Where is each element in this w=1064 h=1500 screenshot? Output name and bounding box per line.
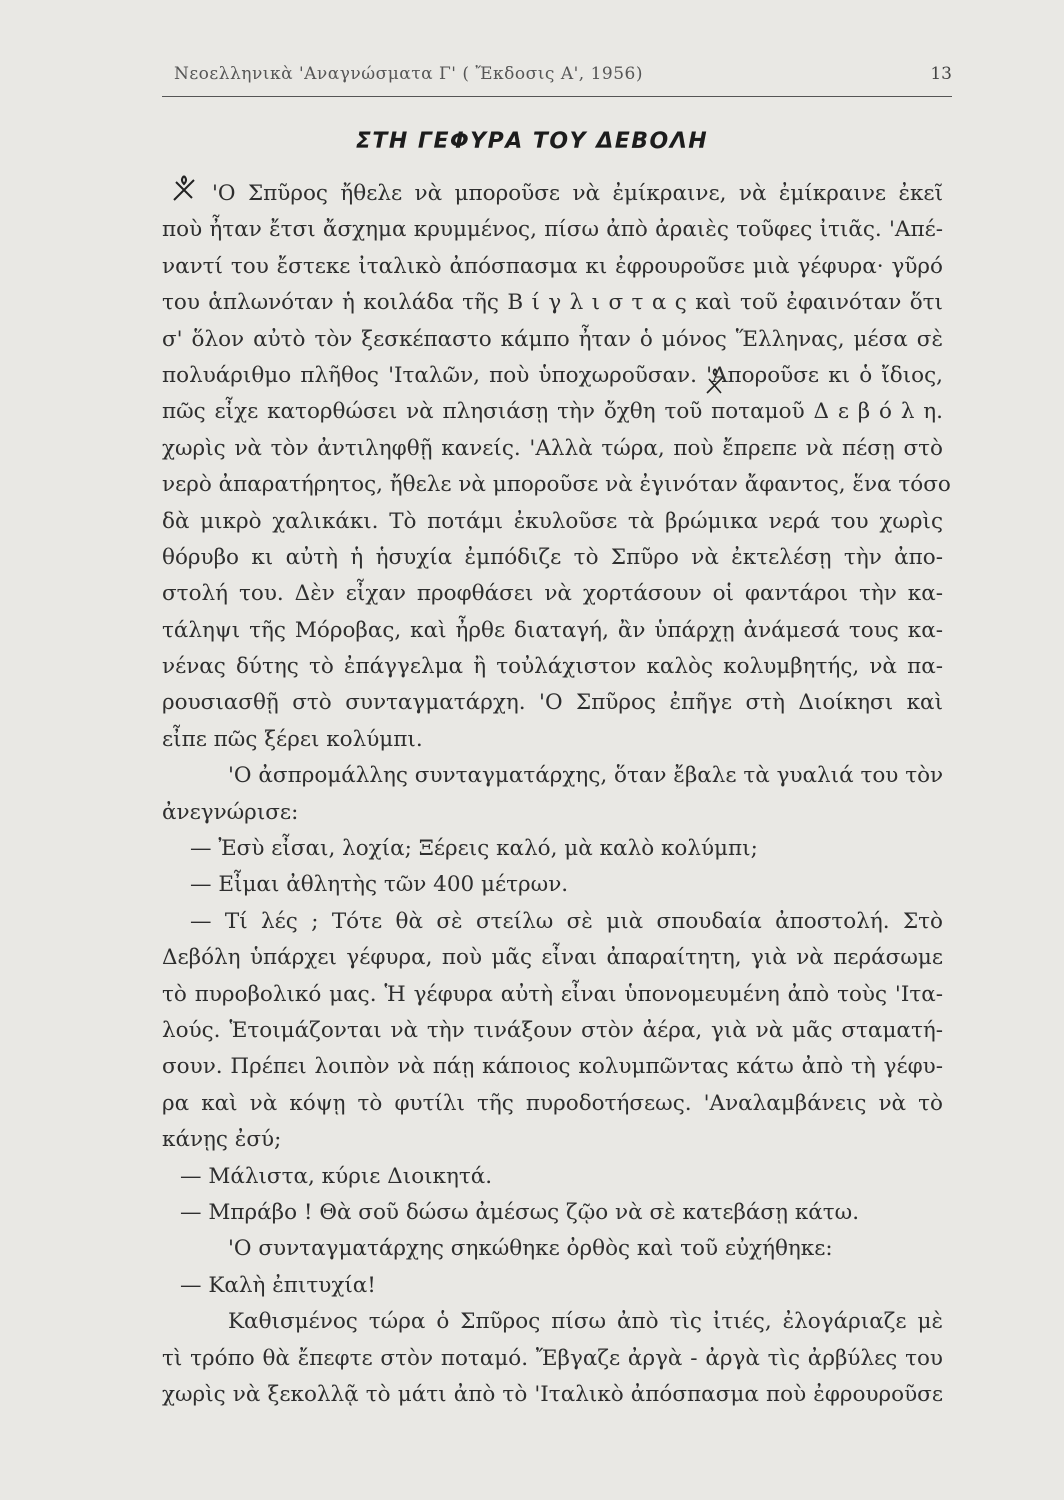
text-line: εἶπε πῶς ξέρει κολύμπι. [162, 726, 423, 752]
text-line: πολυάριθμο πλῆθος 'Ιταλῶν, ποὺ ὑποχωροῦσαν. 'Απορoῦσε κι ὁ ἴδιος, [162, 362, 943, 388]
text-line: τάληψι τῆς Μόροβας, καὶ ἦρθε διαταγή, ἂν ὑπάρχῃ ἀνάμεσά τους κα- [162, 617, 943, 643]
text-line: ρουσιασθῇ στὸ συνταγματάρχη. 'Ο Σπῦρος ἐπῆγε στὴ Διοίκησι καὶ [162, 690, 943, 716]
text-line: Καθισμένος τώρα ὁ Σπῦρος πίσω ἀπὸ τὶς ἰτιές, ἐλογάριαζε μὲ [228, 1309, 943, 1335]
text-line: ποὺ ἦταν ἔτσι ἄσχημα κρυμμένος, πίσω ἀπὸ ἀραιὲς τοῦφες ἰτιᾶς. 'Απέ- [162, 217, 943, 243]
dialogue-line [162, 1268, 943, 1304]
running-head: Νεοελληνικὰ 'Αναγνώσματα Γ' ( Ἔκδοσις Α', 1956) [174, 64, 644, 84]
text-line: σ' ὅλον αὐτὸ τὸν ξεσκέπαστο κάμπο ἦταν ὁ μόνος Ἕλληνας, μέσα σὲ [162, 326, 943, 352]
paragraph [162, 758, 943, 831]
text-line: ναντί του ἔστεκε ἰταλικὸ ἀπόσπασμα κι ἐφρουροῦσε μιὰ γέφυρα· γῦρό [162, 253, 943, 279]
body-text [162, 176, 951, 1413]
text-line: τὸ πυροβολικό μας. Ἡ γέφυρα αὐτὴ εἶναι ὑπονομευμένη ἀπὸ τοὺς 'Ιτα- [162, 981, 943, 1007]
text-line: ἀνεγνώρισε: [162, 799, 299, 825]
text-line: — Μπράβο ! Θὰ σοῦ δώσω ἀμέσως ζῷο νὰ σὲ κατεβάσῃ κάτω. [180, 1199, 860, 1225]
text-line: δὰ μικρὸ χαλικάκι. Τὸ ποτάμι ἐκυλοῦσε τὰ βρώμικα νερά του χωρὶς [162, 508, 943, 534]
text-line: λούς. Ἑτοιμάζονται νὰ τὴν τινάξουν στὸν ἀέρα, γιὰ νὰ μᾶς σταματή- [162, 1017, 943, 1043]
paragraph [162, 1231, 943, 1267]
text-line: του ἁπλωνόταν ἡ κοιλάδα τῆς Β ί γ λ ι σ τ α ς καὶ τοῦ ἐφαινόταν ὅτι [162, 290, 943, 316]
text-line: θόρυβο κι αὐτὴ ἡ ἡσυχία ἐμπόδιζε τὸ Σπῦρο νὰ ἐκτελέσῃ τὴν ἀπο- [162, 544, 943, 570]
text-line: πῶς εἶχε κατορθώσει νὰ πλησιάσῃ τὴν ὄχθη τοῦ ποταμοῦ Δ ε β ό λ η. [162, 399, 943, 425]
text-line: στολή του. Δὲν εἶχαν προφθάσει νὰ χορτάσουν οἱ φαντάροι τὴν κα- [162, 581, 943, 607]
text-line: χωρὶς νὰ ξεκολλᾷ τὸ μάτι ἀπὸ τὸ 'Ιταλικὸ ἀπόσπασμα ποὺ ἐφρουροῦσε [162, 1381, 943, 1407]
text-line: ρα καὶ νὰ κόψῃ τὸ φυτίλι τῆς πυροδοτήσεως. 'Αναλαμβάνεις νὰ τὸ [162, 1090, 943, 1116]
text-line: 'Ο ἀσπρομάλλης συνταγματάρχης, ὅταν ἔβαλε τὰ γυαλιά του τὸν [228, 763, 944, 789]
text-line: χωρὶς νὰ τὸν ἀντιληφθῇ κανείς. 'Αλλὰ τώρα, ποὺ ἔπρεπε νὰ πέσῃ στὸ [162, 435, 943, 461]
text-line: νένας δύτης τὸ ἐπάγγελμα ἢ τοὐλάχιστον καλὸς κολυμβητής, νὰ πα- [162, 654, 943, 680]
text-line: — Μάλιστα, κύριε Διοικητά. [180, 1163, 493, 1189]
page-number: 13 [930, 64, 952, 84]
dialogue-line [162, 1159, 943, 1195]
text-line: — Εἶμαι ἀθλητὴς τῶν 400 μέτρων. [190, 872, 569, 898]
dialogue-line [162, 831, 943, 867]
text-line: — Καλὴ ἐπιτυχία! [180, 1272, 376, 1298]
text-line: νερὸ ἀπαρατήρητος, ἤθελε νὰ μποροῦσε νὰ ἐγινόταν ἄφαντος, ἕνα τόσο [162, 472, 951, 498]
text-line: — Τί λές ; Τότε θὰ σὲ στείλω σὲ μιὰ σπουδαία ἀποστολή. Στὸ [190, 908, 943, 934]
dialogue-line [162, 904, 943, 1159]
text-line: — Ἐσὺ εἶσαι, λοχία; Ξέρεις καλό, μὰ καλὸ κολύμπι; [190, 836, 758, 862]
page-header [162, 62, 952, 97]
paragraph [162, 1304, 943, 1413]
text-line: 'Ο συνταγματάρχης σηκώθηκε ὀρθὸς καὶ τοῦ εὐχήθηκε: [228, 1236, 833, 1262]
dialogue-line [162, 1195, 943, 1231]
dialogue-line [162, 867, 943, 903]
chapter-title: ΣΤΗ ΓΕΦΥΡΑ ΤΟΥ ΔΕΒΟΛΗ [355, 129, 709, 154]
text-line: 'Ο Σπῦρος ἤθελε νὰ μποροῦσε νὰ ἐμίκραινε, νὰ ἐμίκραινε ἐκεῖ [212, 181, 943, 206]
text-line: τὶ τρόπο θὰ ἔπεφτε στὸν ποταμό. Ἔβγαζε ἀργὰ - ἀργὰ τὶς ἀρβύλες του [162, 1345, 943, 1371]
text-line: Δεβόλη ὑπάρχει γέφυρα, ποὺ μᾶς εἶναι ἀπαραίτητη, γιὰ νὰ περάσωμε [162, 945, 943, 971]
text-line: σουν. Πρέπει λοιπὸν νὰ πάῃ κάποιος κολυμπῶντας κάτω ἀπὸ τὴ γέφυ- [162, 1054, 943, 1080]
text-line: κάνῃς ἐσύ; [162, 1127, 282, 1153]
paragraph [162, 176, 951, 758]
